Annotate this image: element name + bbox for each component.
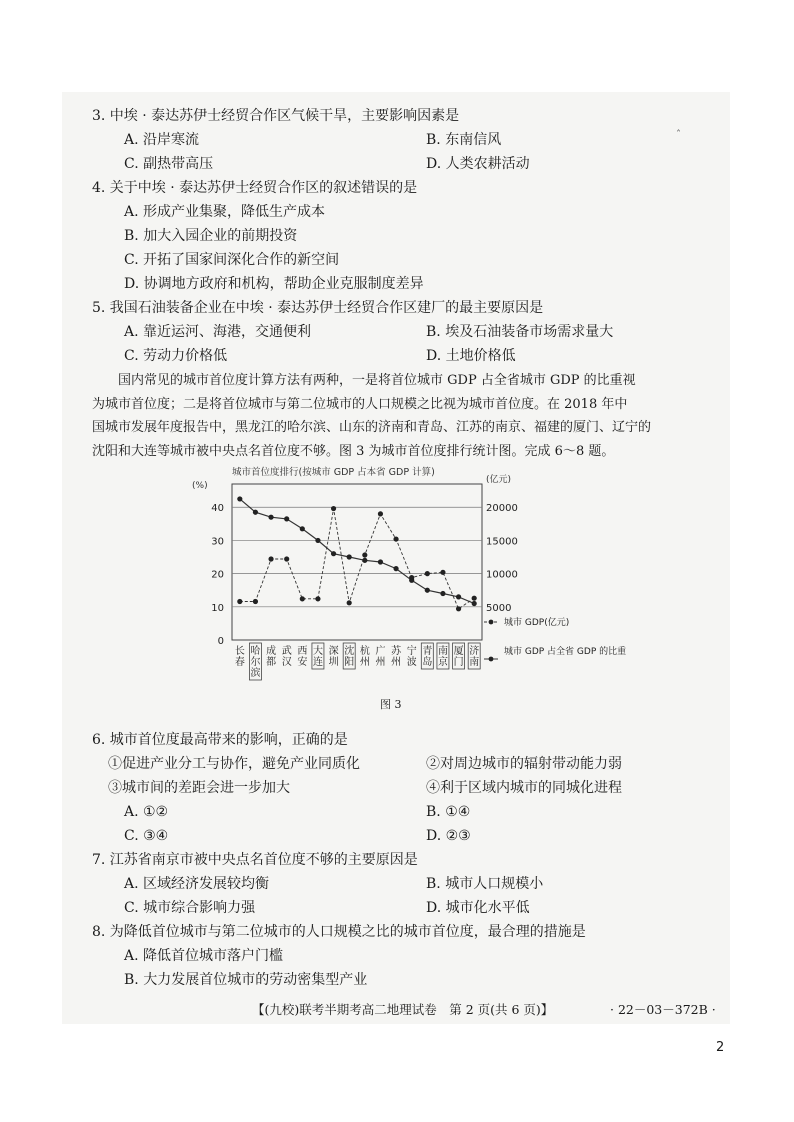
category-label-char: 州: [391, 657, 402, 668]
q7-option-c: C. 城市综合影响力强: [124, 900, 256, 916]
left-tick-label: 40: [211, 503, 224, 515]
q8-stem: 8. 为降低首位城市与第二位城市的人口规模之比的城市首位度，最合理的措施是: [92, 924, 586, 940]
right-axis-unit: (亿元): [486, 475, 512, 485]
category-label-char: 南: [469, 657, 480, 668]
gdp-point: [300, 596, 305, 601]
gdp-point: [362, 552, 367, 557]
q7-option-d: D. 城市化水平低: [426, 900, 530, 916]
category-label-char: 苏: [391, 646, 402, 657]
gdp-point: [425, 571, 430, 576]
left-axis-unit: (%): [192, 481, 208, 491]
share-point: [347, 554, 352, 559]
q7-option-b: B. 城市人口规模小: [426, 876, 544, 892]
q6-option-b: B. ①④: [426, 804, 471, 820]
share-point: [268, 515, 273, 520]
category-label-char: 武: [281, 646, 292, 657]
category-label-char: 长: [234, 646, 245, 657]
right-tick-label: 20000: [486, 503, 518, 515]
share-point: [440, 591, 445, 596]
page-number: 2: [716, 1040, 725, 1055]
gdp-point: [440, 570, 445, 575]
category-label-char: 春: [234, 657, 245, 668]
category-label-char: 京: [437, 657, 448, 668]
q7-option-a: A. 区域经济发展较均衡: [124, 876, 270, 892]
share-point: [425, 588, 430, 593]
right-tick-label: 15000: [486, 536, 518, 548]
chart-svg: [190, 462, 650, 692]
q4-option-b: B. 加大入园企业的前期投资: [124, 228, 298, 244]
material-line: 国城市发展年度报告中，黑龙江的哈尔滨、山东的济南和青岛、江苏的南京、福建的厦门、辽宁的: [92, 420, 652, 435]
figure-3-chart: [190, 462, 650, 692]
category-label-char: 广: [375, 646, 386, 657]
legend-gdp-label: 城市 GDP(亿元): [504, 618, 570, 628]
category-label-char: 厦: [453, 646, 464, 657]
gdp-point: [284, 556, 289, 561]
category-label-char: 岛: [422, 657, 433, 668]
right-tick-label: 10000: [486, 569, 518, 581]
material-line: 沈阳和大连等城市被中央点名首位度不够。图 3 为城市首位度排行统计图。完成 6～8 题。: [92, 443, 615, 459]
share-point: [315, 538, 320, 543]
category-label-char: 安: [297, 657, 308, 668]
legend-gdp-marker: [489, 620, 494, 625]
footer-code: · 22－03－372B ·: [610, 1002, 716, 1017]
category-label-char: 汉: [281, 657, 292, 668]
category-label-char: 都: [266, 657, 277, 668]
q8-option-a: A. 降低首位城市落户门槛: [124, 948, 284, 964]
category-label-char: 滨: [250, 668, 261, 679]
category-label-char: 济: [469, 646, 480, 657]
q3-option-c: C. 副热带高压: [124, 156, 214, 172]
q4-option-d: D. 协调地方政府和机构，帮助企业克服制度差异: [124, 276, 424, 292]
gdp-point: [268, 556, 273, 561]
category-label-char: 门: [453, 657, 464, 668]
share-point: [378, 559, 383, 564]
left-tick-label: 0: [217, 636, 224, 647]
gdp-point: [237, 599, 242, 604]
category-label-char: 成: [266, 646, 277, 657]
q3-option-d: D. 人类农耕活动: [426, 156, 530, 172]
scan-mark: ˆ: [676, 130, 681, 141]
category-label-char: 大: [312, 646, 323, 657]
share-point: [409, 578, 414, 583]
q6-stem: 6. 城市首位度最高带来的影响，正确的是: [92, 732, 348, 748]
q3-option-b: B. 东南信风: [426, 132, 502, 148]
footer-exam-info: 【(九校)联考半期考高二地理试卷 第 2 页(共 6 页)】: [252, 1002, 554, 1017]
q5-option-d: D. 土地价格低: [426, 348, 516, 364]
category-label-char: 哈: [250, 646, 261, 657]
category-label-char: 南: [437, 646, 448, 657]
material-line: 为城市首位度；二是将首位城市与第二位城市的人口规模之比视为城市首位度。在 2018 年中: [92, 396, 628, 412]
gdp-point: [347, 600, 352, 605]
share-point: [393, 566, 398, 571]
share-point: [456, 594, 461, 599]
gdp-point: [393, 536, 398, 541]
q6-option-c: C. ③④: [124, 828, 169, 844]
q5-option-c: C. 劳动力价格低: [124, 348, 228, 364]
q7-stem: 7. 江苏省南京市被中央点名首位度不够的主要原因是: [92, 852, 418, 868]
category-label-char: 西: [297, 646, 308, 657]
category-label-char: 杭: [359, 646, 370, 657]
q6-option-a: A. ①②: [124, 804, 169, 820]
category-label-char: 深: [328, 646, 339, 657]
series-share-line: [240, 499, 474, 604]
category-label-char: 青: [422, 646, 433, 657]
category-label-char: 州: [375, 657, 386, 668]
category-label-char: 连: [312, 657, 323, 668]
q3-option-a: A. 沿岸寒流: [124, 132, 200, 148]
share-point: [253, 510, 258, 515]
right-tick-label: 5000: [486, 602, 512, 614]
figure-caption: 图 3: [380, 698, 402, 711]
left-tick-label: 30: [211, 536, 224, 548]
q5-stem: 5. 我国石油装备企业在中埃 · 泰达苏伊士经贸合作区建厂的最主要原因是: [92, 300, 544, 316]
q4-option-c: C. 开拓了国家间深化合作的新空间: [124, 252, 340, 268]
category-label-char: 圳: [328, 657, 339, 668]
share-point: [331, 551, 336, 556]
left-tick-label: 10: [211, 602, 224, 614]
q6-statement-2: ②对周边城市的辐射带动能力弱: [426, 756, 622, 772]
category-label-char: 宁: [406, 646, 417, 657]
gdp-point: [472, 596, 477, 601]
share-point: [237, 496, 242, 501]
gdp-point: [331, 506, 336, 511]
gdp-point: [253, 599, 258, 604]
material-line: 国内常见的城市首位度计算方法有两种，一是将首位城市 GDP 占全省城市 GDP 的比重视: [118, 373, 636, 388]
q6-option-d: D. ②③: [426, 828, 471, 844]
category-label-char: 阳: [344, 657, 355, 668]
q6-statement-3: ③城市间的差距会进一步加大: [108, 780, 290, 796]
chart-title: 城市首位度排行(按城市 GDP 占本省 GDP 计算): [232, 467, 435, 478]
q4-option-a: A. 形成产业集聚，降低生产成本: [124, 204, 326, 220]
category-label-char: 州: [359, 657, 370, 668]
q8-option-b: B. 大力发展首位城市的劳动密集型产业: [124, 972, 368, 988]
q3-stem: 3. 中埃 · 泰达苏伊士经贸合作区气候干旱，主要影响因素是: [92, 108, 460, 124]
q6-statement-1: ①促进产业分工与协作，避免产业同质化: [108, 756, 360, 772]
material-paragraph: [92, 369, 714, 463]
category-label-char: 波: [406, 657, 417, 668]
left-tick-label: 20: [211, 569, 224, 581]
q5-option-a: A. 靠近运河、海港，交通便利: [124, 324, 312, 340]
q5-option-b: B. 埃及石油装备市场需求量大: [426, 324, 614, 340]
share-point: [284, 516, 289, 521]
q6-statement-4: ④利于区域内城市的同城化进程: [426, 780, 622, 796]
share-point: [300, 526, 305, 531]
share-point: [472, 601, 477, 606]
legend-share-marker: [489, 657, 494, 662]
legend-share-label: 城市 GDP 占全省 GDP 的比重: [504, 647, 627, 657]
gdp-point: [378, 511, 383, 516]
gdp-point: [456, 606, 461, 611]
gdp-point: [315, 596, 320, 601]
category-label-char: 沈: [344, 646, 355, 657]
share-point: [362, 558, 367, 563]
q4-stem: 4. 关于中埃 · 泰达苏伊士经贸合作区的叙述错误的是: [92, 180, 418, 196]
category-label-char: 尔: [250, 657, 261, 668]
